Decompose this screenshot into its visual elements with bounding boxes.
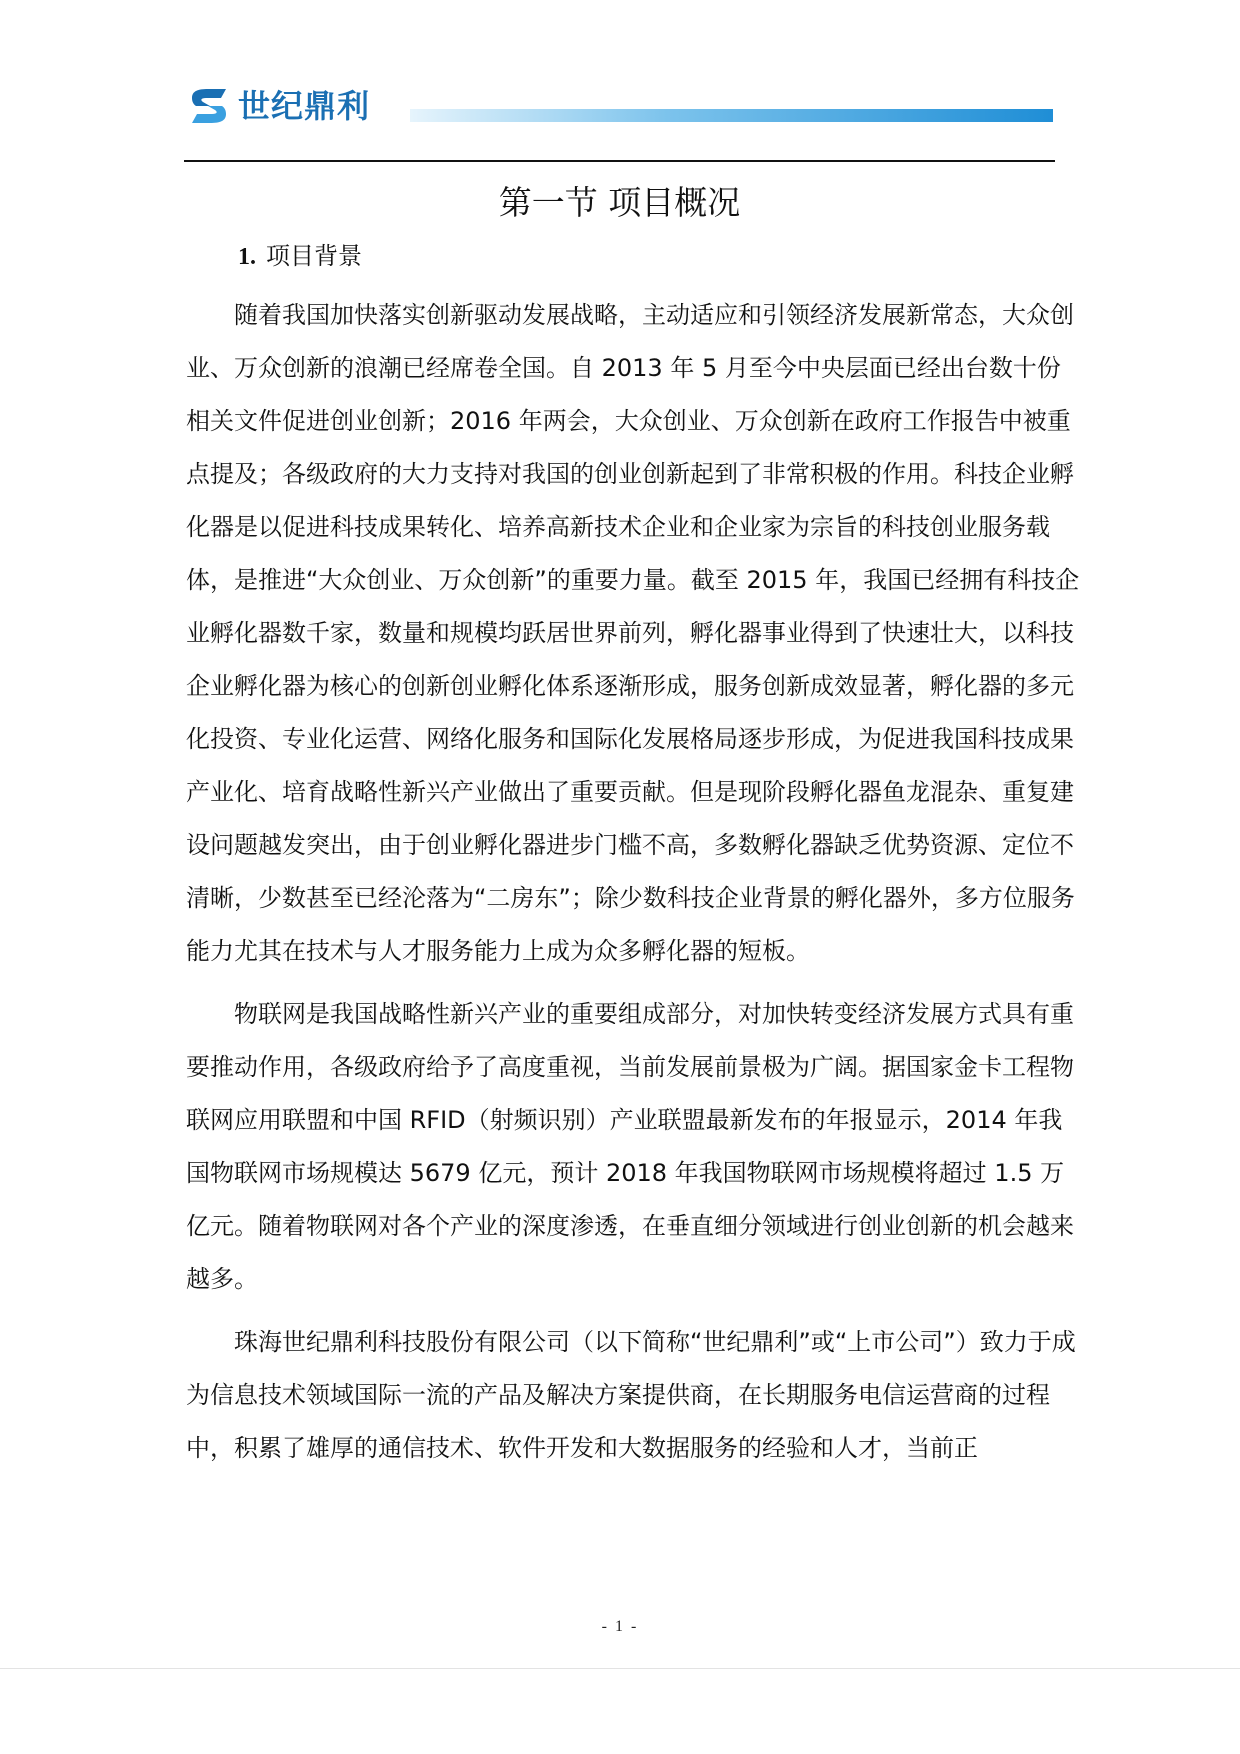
header-divider: [184, 160, 1055, 162]
paragraph: 物联网是我国战略性新兴产业的重要组成部分，对加快转变经济发展方式具有重要推动作用，各级政府给予了高度重视，当前发展前景极为广阔。据国家金卡工程物联网应用联盟和中国 RFID（射频识别）产业联盟最新发布的年报显示，2014 年我国物联网市场规模达 5679 亿元，预计 2018 年我国物联网市场规模将超过 1.5 万亿元。随着物联网对各个产业的深度渗透，在垂直细分领域进行创业创新的机会越来越多。: [186, 1000, 1074, 1293]
body-text: [186, 289, 1080, 1485]
header-accent-bar: [410, 109, 1053, 122]
subheading: [238, 236, 362, 277]
section-title: 第一节 项目概况: [498, 183, 741, 222]
subheading-text: 项目背景: [266, 242, 362, 270]
page-number: - 1 -: [601, 1618, 639, 1635]
paragraph: 随着我国加快落实创新驱动发展战略，主动适应和引领经济发展新常态，大众创业、万众创新的浪潮已经席卷全国。自 2013 年 5 月至今中央层面已经出台数十份相关文件促进创业创新；2016 年两会，大众创业、万众创新在政府工作报告中被重点提及；各级政府的大力支持对我国的创业创新起到了非常积极的作用。科技企业孵化器是以促进科技成果转化、培养高新技术企业和企业家为宗旨的科技创业服务载体，是推进“大众创业、万众创新”的重要力量。截至 2015 年，我国已经拥有科技企业孵化器数千家，数量和规模均跃居世界前列，孵化器事业得到了快速壮大，以科技企业孵化器为核心的创新创业孵化体系逐渐形成，服务创新成效显著，孵化器的多元化投资、专业化运营、网络化服务和国际化发展格局逐步形成，为促进我国科技成果产业化、培育战略性新兴产业做出了重要贡献。但是现阶段孵化器鱼龙混杂、重复建设问题越发突出，由于创业孵化器进步门槛不高，多数孵化器缺乏优势资源、定位不清晰，少数甚至已经沦落为“二房东”；除少数科技企业背景的孵化器外，多方位服务能力尤其在技术与人才服务能力上成为众多孵化器的短板。: [186, 301, 1080, 965]
company-name: 世纪鼎利: [238, 87, 371, 125]
page-bottom-edge: [0, 1668, 1240, 1669]
company-logo-icon: [188, 86, 230, 126]
subheading-number: 1.: [238, 244, 256, 270]
paragraph: 珠海世纪鼎利科技股份有限公司（以下简称“世纪鼎利”或“上市公司”）致力于成为信息技术领域国际一流的产品及解决方案提供商，在长期服务电信运营商的过程中，积累了雄厚的通信技术、软件开发和大数据服务的经验和人才，当前正: [186, 1328, 1076, 1462]
company-logo: [188, 86, 370, 126]
